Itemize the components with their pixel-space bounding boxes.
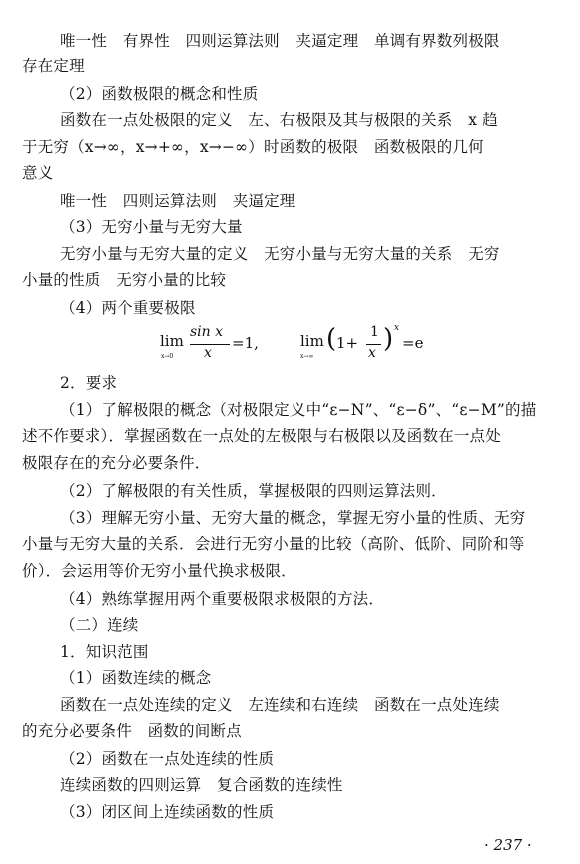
text-line: （1）了解极限的概念（对极限定义中“ε−N”、“ε−δ”、“ε−M”的描 xyxy=(60,401,537,419)
text-line: 价）．会运用等价无穷小量代换求极限． xyxy=(22,562,297,580)
text-line: 存在定理 xyxy=(22,57,85,75)
text-line: 的充分必要条件 函数的间断点 xyxy=(22,722,242,740)
fraction-denominator: x xyxy=(204,345,212,361)
formula-rhs: =1, xyxy=(232,334,259,352)
text-line: 述不作要求）．掌握函数在一点处的左极限与右极限以及函数在一点处 xyxy=(22,427,501,445)
lim-subscript: x→0 xyxy=(161,353,174,360)
section-heading: （1）函数连续的概念 xyxy=(60,669,212,687)
text-line: （4）熟练掌握用两个重要极限求极限的方法． xyxy=(60,590,385,608)
text-line: 函数在一点处极限的定义 左、右极限及其与极限的关系 x 趋 xyxy=(60,111,498,129)
lim-operator: lim xyxy=(160,332,184,350)
text-line: 极限存在的充分必要条件． xyxy=(22,454,211,472)
text-line: 函数在一点处连续的定义 左连续和右连续 函数在一点处连续 xyxy=(60,696,500,714)
page-number: · 237 · xyxy=(484,836,532,854)
lim-subscript: x→∞ xyxy=(300,353,314,360)
left-parenthesis: ( xyxy=(326,324,337,354)
section-heading: （二）连续 xyxy=(60,616,139,634)
fraction-numerator: 1 xyxy=(370,324,379,340)
text-line: 小量与无穷大量的关系．会进行无穷小量的比较（高阶、低阶、同阶和等 xyxy=(22,535,525,553)
section-heading: （2）函数极限的概念和性质 xyxy=(60,85,259,103)
lim-operator: lim xyxy=(300,332,324,350)
text-line: （2）了解极限的有关性质，掌握极限的四则运算法则． xyxy=(60,482,447,500)
text-line: 无穷小量与无穷大量的定义 无穷小量与无穷大量的关系 无穷 xyxy=(60,245,500,263)
text-line: 小量的性质 无穷小量的比较 xyxy=(22,271,227,289)
section-heading: 2．要求 xyxy=(60,374,118,392)
text-line: 意义 xyxy=(22,164,54,182)
formula-rhs: =e xyxy=(402,334,424,352)
section-heading: 1．知识范围 xyxy=(60,643,149,661)
section-heading: （2）函数在一点处连续的性质 xyxy=(60,750,275,768)
text-line: 唯一性 四则运算法则 夹逼定理 xyxy=(60,192,296,210)
text-line: 于无穷（x→∞，x→+∞，x→−∞）时函数的极限 函数极限的几何 xyxy=(22,138,484,156)
text-line: 唯一性 有界性 四则运算法则 夹逼定理 单调有界数列极限 xyxy=(60,32,500,50)
important-limits-formula xyxy=(160,324,460,368)
exponent: x xyxy=(394,323,400,333)
fraction-denominator: x xyxy=(368,345,376,361)
section-heading: （3）闭区间上连续函数的性质 xyxy=(60,803,275,821)
text-line: （3）理解无穷小量、无穷大量的概念，掌握无穷小量的性质、无穷 xyxy=(60,509,526,527)
section-heading: （3）无穷小量与无穷大量 xyxy=(60,218,243,236)
text-line: 连续函数的四则运算 复合函数的连续性 xyxy=(60,776,343,794)
right-parenthesis: ) xyxy=(383,324,394,354)
section-heading: （4）两个重要极限 xyxy=(60,299,196,317)
one-plus: 1+ xyxy=(336,334,359,352)
fraction-numerator: sin x xyxy=(190,324,224,340)
